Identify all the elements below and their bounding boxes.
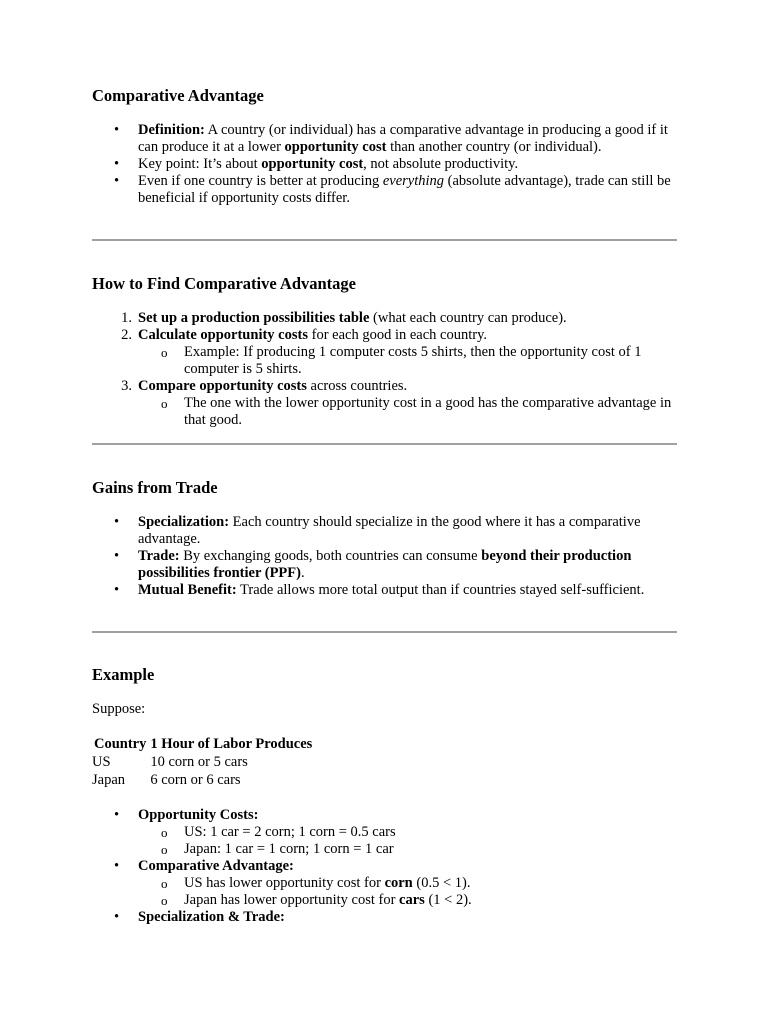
item-label: Specialization & Trade: — [138, 909, 285, 925]
section-title-how-to-find: How to Find Comparative Advantage — [92, 274, 356, 293]
item-text: Each country should specialize in the good where it has a comparative advantage. — [138, 514, 641, 547]
section-title-example: Example — [92, 665, 155, 684]
sub-list-item — [92, 875, 677, 892]
bullet-marker: • — [114, 807, 120, 823]
sub-item-text: (0.5 < 1). — [412, 875, 471, 891]
sub-bullet-marker: o — [161, 396, 168, 411]
item-text: By exchanging goods, both countries can consume — [179, 548, 482, 564]
item-bold-text: opportunity cost — [284, 139, 387, 155]
sub-item-text: US has lower opportunity cost for — [184, 875, 385, 891]
list-item — [92, 156, 677, 173]
list-item — [92, 858, 677, 875]
list-item — [92, 514, 677, 548]
step-text: for each good in each country. — [307, 327, 488, 343]
item-italic-text: everything — [382, 173, 445, 189]
sub-bullet-marker: o — [161, 893, 168, 908]
sub-list-item — [92, 892, 677, 909]
step-number: 2. — [121, 327, 132, 343]
item-bold-text: opportunity cost — [261, 156, 364, 172]
bullet-marker: • — [114, 909, 120, 925]
table-cell: 6 corn or 6 cars — [150, 772, 241, 788]
sub-bullet-marker: o — [161, 345, 168, 360]
production-table — [92, 735, 314, 789]
list-item — [92, 548, 677, 582]
item-text: Key point: It’s about — [138, 156, 262, 172]
how-to-steps-list — [92, 310, 677, 429]
table-row — [92, 753, 314, 771]
item-label: Comparative Advantage: — [138, 858, 294, 874]
list-item — [92, 378, 677, 395]
bullet-marker: • — [114, 173, 120, 189]
item-bold-text: beyond their production possibilities frontier (PPF) — [138, 548, 632, 581]
sub-item-text: Japan has lower opportunity cost for — [184, 892, 400, 908]
sub-item-text: The one with the lower opportunity cost in a good has the comparative advantage in that good. — [184, 395, 672, 428]
item-label: Trade: — [138, 548, 180, 564]
sub-bullet-marker: o — [161, 876, 168, 891]
item-label: Definition: — [138, 122, 205, 138]
item-label: Opportunity Costs: — [138, 807, 259, 823]
list-item — [92, 122, 677, 156]
item-text: Trade allows more total output than if countries stayed self-sufficient. — [236, 582, 645, 598]
bullet-marker: • — [114, 548, 120, 564]
section-title-comparative-advantage: Comparative Advantage — [92, 86, 264, 105]
section-divider — [92, 239, 677, 241]
list-item — [92, 909, 677, 926]
comparative-advantage-list — [92, 122, 677, 207]
step-number: 3. — [121, 378, 132, 394]
item-text: Even if one country is better at producing — [138, 173, 383, 189]
section-divider — [92, 631, 677, 633]
bullet-marker: • — [114, 514, 120, 530]
item-label: Mutual Benefit: — [138, 582, 237, 598]
table-cell: 10 corn or 5 cars — [150, 754, 248, 770]
table-header: 1 Hour of Labor Produces — [150, 736, 313, 752]
bullet-marker: • — [114, 582, 120, 598]
bullet-marker: • — [114, 858, 120, 874]
item-text: (absolute advantage), trade can still be beneficial if opportunity costs differ. — [138, 173, 671, 206]
list-item — [92, 173, 677, 207]
table-row — [92, 771, 314, 789]
item-text: A country (or individual) has a comparative advantage in producing a good if it can produce it at a lower — [138, 122, 668, 155]
sub-item-bold-text: cars — [399, 892, 425, 908]
sub-item-bold-text: corn — [384, 875, 413, 891]
step-label: Calculate opportunity costs — [138, 327, 308, 343]
item-text: . — [300, 565, 305, 581]
step-text: (what each country can produce). — [369, 310, 567, 326]
table-header-row — [92, 735, 314, 753]
sub-item-text: Example: If producing 1 computer costs 5 shirts, then the opportunity cost of 1 computer is 5 shirts. — [184, 344, 642, 377]
step-number: 1. — [121, 310, 132, 326]
section-divider — [92, 443, 677, 445]
item-label: Specialization: — [138, 514, 230, 530]
step-label: Set up a production possibilities table — [138, 310, 370, 326]
section-title-gains-from-trade: Gains from Trade — [92, 478, 218, 497]
sub-item-text: (1 < 2). — [424, 892, 472, 908]
step-text: across countries. — [306, 378, 408, 394]
sub-item-text: US: 1 car = 2 corn; 1 corn = 0.5 cars — [184, 824, 396, 840]
table-cell: US — [92, 754, 111, 770]
list-item — [92, 807, 677, 824]
sub-item-text: Japan: 1 car = 1 corn; 1 corn = 1 car — [184, 841, 394, 857]
table-header: Country — [94, 736, 147, 752]
list-item — [92, 582, 677, 599]
item-text: , not absolute productivity. — [363, 156, 519, 172]
sub-list-item — [92, 841, 677, 858]
sub-list-item — [92, 824, 677, 841]
sub-list-item — [92, 395, 677, 429]
sub-bullet-marker: o — [161, 825, 168, 840]
table-cell: Japan — [92, 772, 126, 788]
step-label: Compare opportunity costs — [138, 378, 307, 394]
bullet-marker: • — [114, 122, 120, 138]
list-item — [92, 327, 677, 344]
example-analysis-list — [92, 807, 677, 926]
sub-list-item — [92, 344, 677, 378]
item-text: than another country (or individual). — [386, 139, 602, 155]
gains-from-trade-list — [92, 514, 677, 599]
example-intro: Suppose: — [92, 701, 146, 717]
list-item — [92, 310, 677, 327]
sub-bullet-marker: o — [161, 842, 168, 857]
bullet-marker: • — [114, 156, 120, 172]
